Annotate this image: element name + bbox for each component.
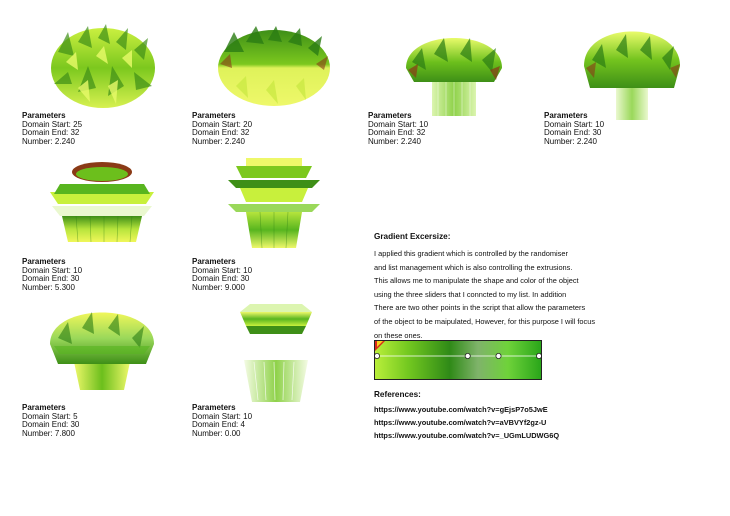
design-render-2 (216, 26, 332, 110)
gradient-line: on these ones. (374, 330, 423, 340)
gradient-handle-1[interactable] (375, 353, 380, 358)
reference-link-1[interactable]: https://www.youtube.com/watch?v=gEjsP7o5JwE (374, 405, 548, 414)
params-label: Parameters (368, 111, 412, 120)
domain-start: Domain Start: 10 (368, 119, 429, 129)
domain-start: Domain Start: 25 (22, 119, 83, 129)
domain-start: Domain Start: 10 (192, 265, 253, 275)
gradient-line: and list management which is also controlling the extrusions. (374, 262, 573, 272)
design-params-8 (192, 404, 252, 438)
domain-end: Domain End: 30 (22, 420, 80, 430)
gradient-preview (374, 340, 542, 380)
domain-start: Domain Start: 20 (192, 119, 253, 129)
domain-end: Domain End: 30 (22, 274, 80, 284)
domain-start: Domain Start: 5 (22, 411, 78, 421)
number-value: Number: 2.240 (192, 136, 245, 146)
params-label: Parameters (192, 257, 236, 266)
params-label: Parameters (22, 257, 66, 266)
gradient-line: This allows me to manipulate the shape and color of the object (374, 276, 579, 286)
gradient-handle-2[interactable] (465, 353, 470, 358)
number-value: Number: 2.240 (368, 136, 421, 146)
domain-end: Domain End: 4 (192, 420, 245, 430)
reference-link-2[interactable]: https://www.youtube.com/watch?v=aVBVYf2gz-U (374, 418, 547, 427)
design-params-2 (192, 112, 252, 146)
gradient-panel (374, 232, 624, 342)
gradient-line: I applied this gradient which is controlled by the randomiser (374, 249, 568, 258)
domain-end: Domain End: 32 (22, 128, 80, 138)
references-title: References: (374, 390, 421, 399)
domain-end: Domain End: 30 (192, 274, 250, 284)
gradient-handle-3[interactable] (496, 353, 501, 358)
gradient-handle-4[interactable] (536, 353, 541, 358)
design-params-4 (544, 112, 604, 146)
gradient-line: using the three sliders that I conncted to my list. In addition (374, 289, 567, 299)
number-value: Number: 9.000 (192, 282, 245, 292)
params-label: Parameters (192, 403, 236, 412)
corner-marker-yellow (377, 341, 383, 347)
number-value: Number: 7.800 (22, 428, 75, 438)
references-section (374, 390, 559, 442)
params-label: Parameters (22, 403, 66, 412)
design-params-1 (22, 112, 82, 146)
number-value: Number: 5.300 (22, 282, 75, 292)
design-render-5 (46, 158, 158, 244)
design-render-3 (402, 14, 506, 120)
params-label: Parameters (192, 111, 236, 120)
domain-start: Domain Start: 10 (22, 265, 83, 275)
design-render-6 (226, 156, 322, 250)
number-value: Number: 2.240 (22, 136, 75, 146)
params-label: Parameters (22, 111, 66, 120)
design-render-4 (580, 16, 684, 122)
design-params-7 (22, 404, 79, 438)
number-value: Number: 2.240 (544, 136, 597, 146)
design-render-8 (236, 302, 316, 406)
design-params-5 (22, 258, 82, 292)
domain-end: Domain End: 30 (544, 128, 602, 138)
domain-end: Domain End: 32 (368, 128, 426, 138)
domain-start: Domain Start: 10 (544, 119, 605, 129)
design-render-7 (48, 302, 156, 392)
params-label: Parameters (544, 111, 588, 120)
domain-start: Domain Start: 10 (192, 411, 253, 421)
gradient-line: of the object to be maipulated, However, for this purpose I will focus (374, 316, 596, 326)
number-value: Number: 0.00 (192, 428, 241, 438)
design-params-3 (368, 112, 428, 146)
reference-link-3[interactable]: https://www.youtube.com/watch?v=_UGmLUDWG6Q (374, 431, 560, 440)
design-render-1 (48, 22, 158, 112)
gradient-line: There are two other points in the script that allow the parameters (374, 303, 586, 313)
gradient-title: Gradient Excersize: (374, 232, 451, 241)
domain-end: Domain End: 32 (192, 128, 250, 138)
design-params-6 (192, 258, 252, 292)
